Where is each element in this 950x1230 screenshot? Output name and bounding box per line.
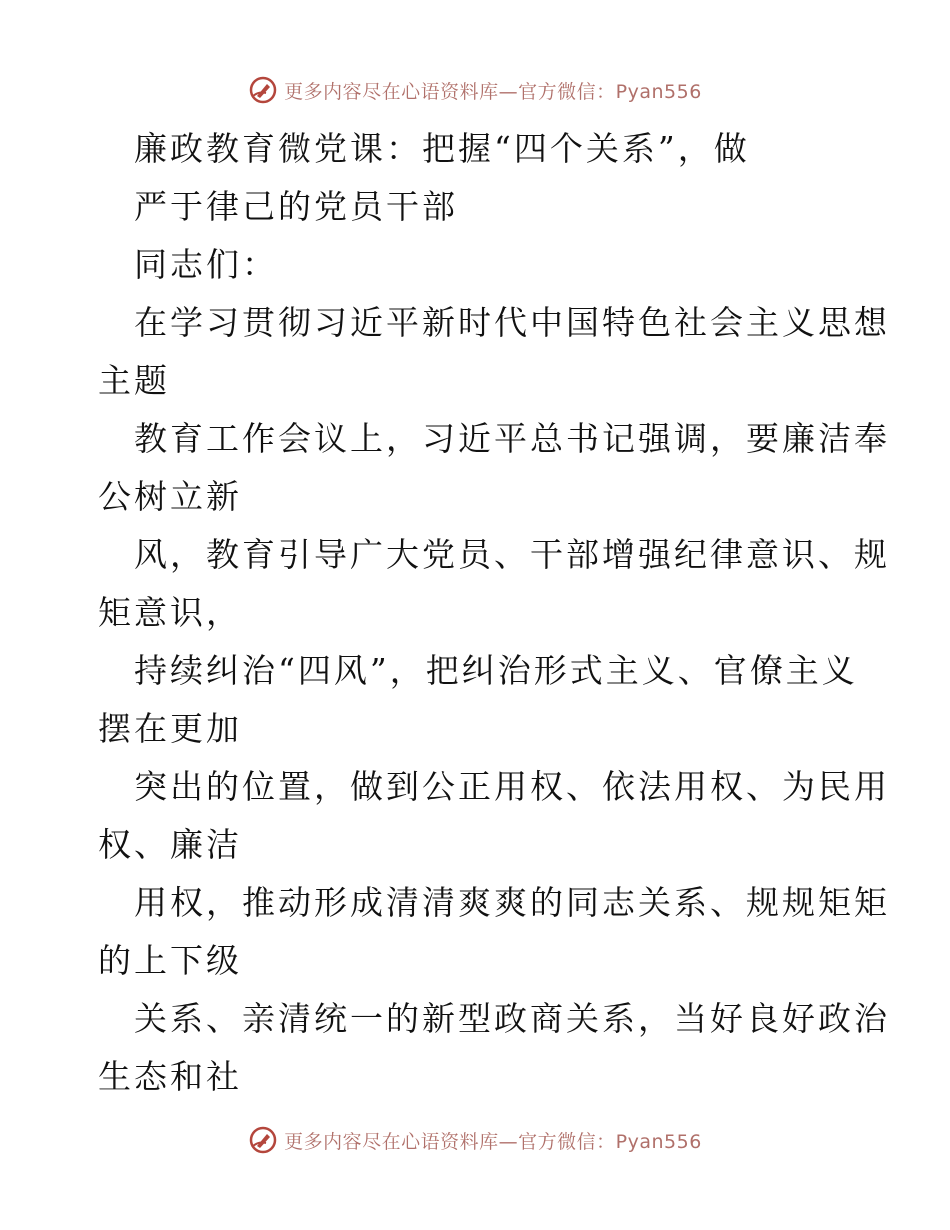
paragraph-line: 公树立新 <box>98 477 242 516</box>
paragraph-line: 在学习贯彻习近平新时代中国特色社会主义思想 <box>134 303 890 342</box>
pen-nib-logo-icon <box>248 75 278 105</box>
paragraph-line: 持续纠治“四风”，把纠治形式主义、官僚主义 <box>134 651 858 690</box>
footer-watermark <box>0 1122 950 1158</box>
document-title-line-2: 严于律己的党员干部 <box>134 187 458 226</box>
salutation: 同志们： <box>134 245 278 284</box>
paragraph-line: 权、廉洁 <box>98 825 242 864</box>
document-title-line-1: 廉政教育微党课：把握“四个关系”，做 <box>134 129 750 168</box>
paragraph-line: 摆在更加 <box>98 709 242 748</box>
paragraph-line: 矩意识， <box>98 593 242 632</box>
paragraph-line: 用权，推动形成清清爽爽的同志关系、规规矩矩 <box>134 883 890 922</box>
paragraph-line: 突出的位置，做到公正用权、依法用权、为民用 <box>134 767 890 806</box>
paragraph-line: 风，教育引导广大党员、干部增强纪律意识、规 <box>134 535 890 574</box>
paragraph-line: 关系、亲清统一的新型政商关系，当好良好政治 <box>134 999 890 1038</box>
paragraph-line: 生态和社 <box>98 1057 242 1096</box>
paragraph-line: 主题 <box>98 361 170 400</box>
paragraph-line: 教育工作会议上，习近平总书记强调，要廉洁奉 <box>134 419 890 458</box>
paragraph-line: 的上下级 <box>98 941 242 980</box>
pen-nib-logo-icon <box>248 1125 278 1155</box>
watermark-text: 更多内容尽在心语资料库—官方微信：Pyan556 <box>284 80 702 103</box>
header-watermark <box>0 72 950 108</box>
document-body <box>98 120 890 1106</box>
watermark-text: 更多内容尽在心语资料库—官方微信：Pyan556 <box>284 1130 702 1153</box>
